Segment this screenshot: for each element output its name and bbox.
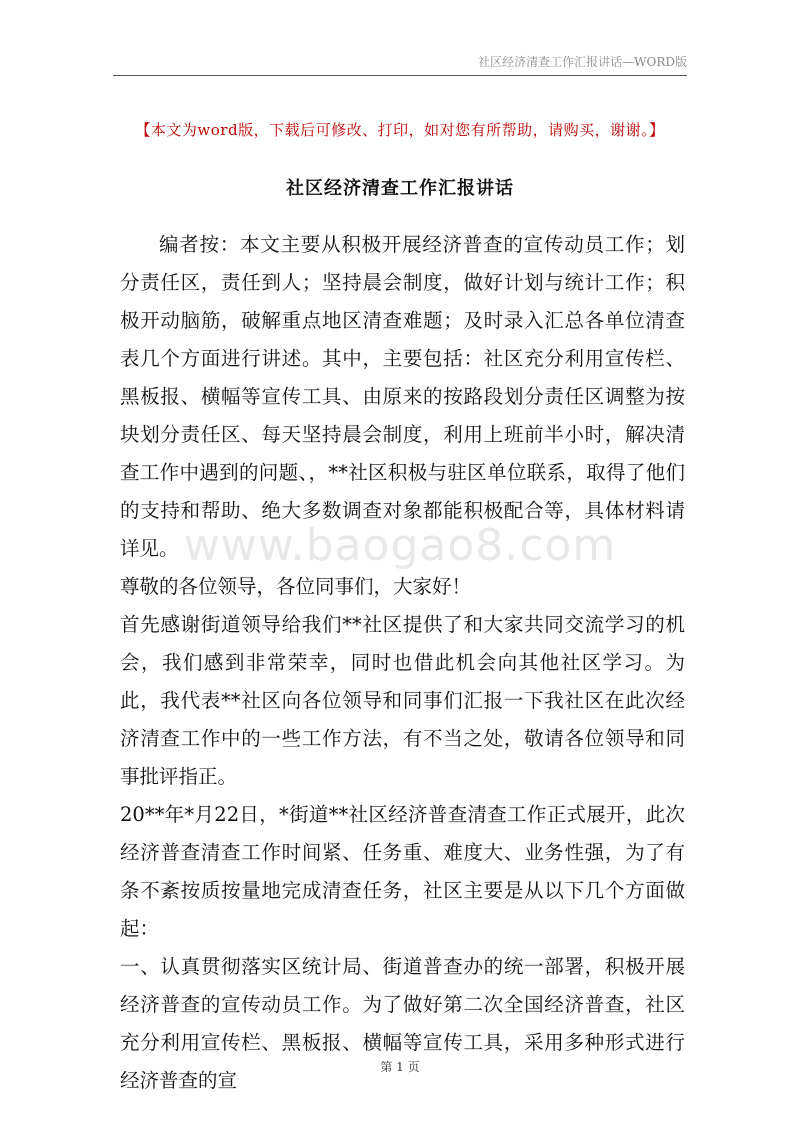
purchase-notice: 【本文为word版，下载后可修改、打印，如对您有所帮助，请购买，谢谢。】: [135, 121, 665, 139]
document-title: 社区经济清查工作汇报讲话: [286, 178, 514, 199]
section-one-paragraph: 一、认真贯彻落实区统计局、街道普查办的统一部署，积极开展经济普查的宣传动员工作。为了做好第二次全国经济普查，社区充分利用宣传栏、黑板报、横幅等宣传工具，采用多种形式进行经济普查的宣: [120, 955, 685, 1092]
page-number: 第 1 页: [380, 1060, 420, 1074]
document-body: [120, 226, 685, 1100]
page-header: 社区经济清查工作汇报讲话—WORD版: [478, 55, 687, 69]
greeting-paragraph: 尊敬的各位领导，各位同事们，大家好！: [120, 575, 472, 598]
intro-paragraph: 首先感谢街道领导给我们**社区提供了和大家共同交流学习的机会，我们感到非常荣幸，同时也借此机会向其他社区学习。为此，我代表**社区向各位领导和同事们汇报一下我社区在此次经济清查工作中的一些工作方法，有不当之处，敬请各位领导和同事批评指正。: [120, 613, 685, 788]
header-divider: [113, 75, 687, 76]
date-paragraph: 20**年*月22日，*街道**社区经济普查清查工作正式展开，此次经济普查清查工作时间紧、任务重、难度大、业务性强，为了有条不紊按质按量地完成清查任务，社区主要是从以下几个方面做起：: [120, 803, 685, 940]
editor-note-paragraph: 编者按：本文主要从积极开展经济普查的宣传动员工作；划分责任区，责任到人；坚持晨会制度，做好计划与统计工作；积极开动脑筋，破解重点地区清查难题；及时录入汇总各单位清查表几个方面进行讲述。其中，主要包括：社区充分利用宣传栏、黑板报、横幅等宣传工具、由原来的按路段划分责任区调整为按块划分责任区、每天坚持晨会制度，利用上班前半小时，解决清查工作中遇到的问题、，**社区积极与驻区单位联系，取得了他们的支持和帮助、绝大多数调查对象都能积极配合等，具体材料请详见。: [120, 233, 685, 560]
watermark-text: www.baogao8.com: [183, 520, 617, 571]
